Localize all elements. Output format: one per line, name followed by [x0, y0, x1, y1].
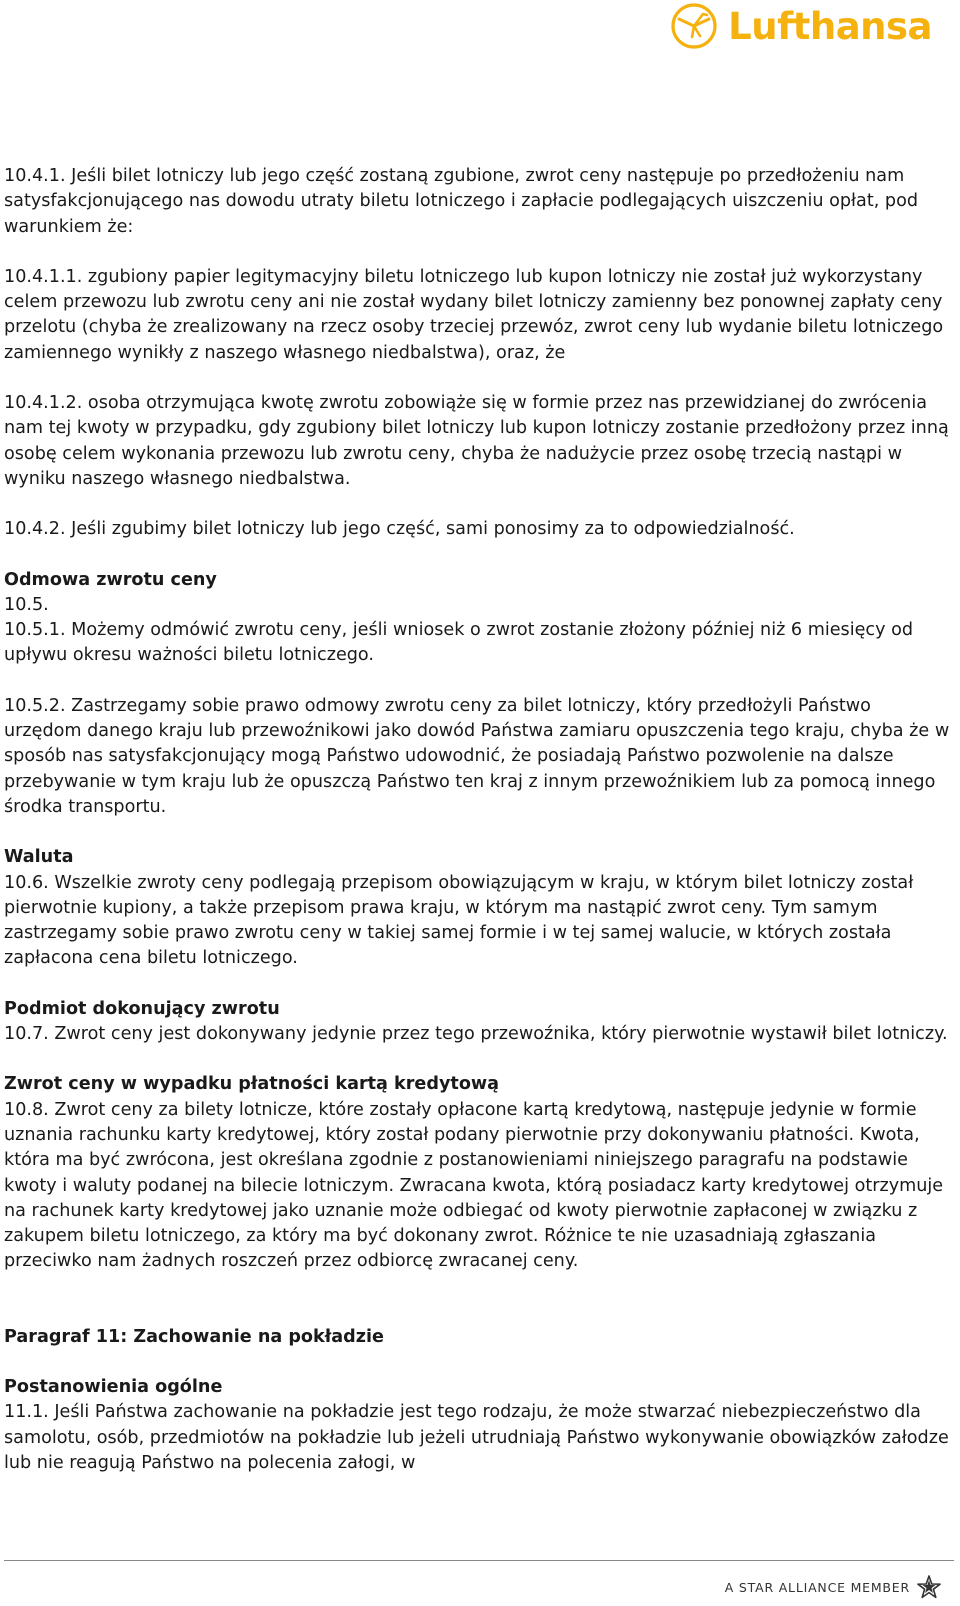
paragraph-10-5-2: 10.5.2. Zastrzegamy sobie prawo odmowy zwrotu ceny za bilet lotniczy, który przedłożyli Państwo urzędom danego kraju lub przewoźnikowi jako dowód Państwa zamiaru opuszczenia tego kraju, chyba że w sposób nas satysfakcjonujący mogą Państwo udowodnić, że posiadają Państwo pozwolenie na dalsze przebywanie w tym kraju lub że opuszczą Państwo ten kraj z innym przewoźnikiem lub za pomocą innego środka transportu. — [4, 695, 950, 817]
paragraph-10-4-1-2: 10.4.1.2. osoba otrzymująca kwotę zwrotu zobowiąże się w formie przez nas przewidzianej do zwrócenia nam tej kwoty w przypadku, gdy zgubiony bilet lotniczy lub kupon lotniczy zostanie przedłożony przez inną osobę celem wykonania przewozu lub zwrotu ceny, chyba że nadużycie przez osobę trzecią nastąpi w wyniku naszego własnego niedbalstwa. — [4, 393, 949, 489]
page-header — [0, 0, 960, 60]
paragraph-10-5: 10.5. — [4, 594, 49, 615]
star-alliance-icon — [916, 1574, 942, 1600]
paragraph-10-4-1: 10.4.1. Jeśli bilet lotniczy lub jego część zostaną zgubione, zwrot ceny następuje po przedłożeniu nam satysfakcjonującego nas dowodu utraty biletu lotniczego i zapłacie podlegających uiszczeniu opłat, pod warunkiem że: — [4, 166, 919, 237]
heading-waluta: Waluta — [4, 847, 74, 868]
paragraph-10-8: 10.8. Zwrot ceny za bilety lotnicze, które zostały opłacone kartą kredytową, następuje jedynie w formie uznania rachunku karty kredytowej, który został podany pierwotnie przy dokonywaniu płatności. Kwota, która ma być zwrócona, jest określana zgodnie z postanowieniami niniejszego paragrafu na podstawie kwoty i waluty podanej na bilecie lotniczym. Zwracana kwota, którą posiadacz karty kredytowej otrzymuje na rachunek karty kredytowej jako uznanie może odbiegać od kwoty pierwotnie zapłaconej w związku z zakupem biletu lotniczego, za który ma być dokonany zwrot. Różnice te nie uzasadniają zgłaszania przeciwko nam żadnych roszczeń przez odbiorcę zwracanej ceny. — [4, 1099, 944, 1272]
footer-divider — [4, 1560, 954, 1561]
paragraph-10-4-2: 10.4.2. Jeśli zgubimy bilet lotniczy lub jego część, sami ponosimy za to odpowiedzialność. — [4, 519, 795, 540]
heading-odmowa-zwrotu: Odmowa zwrotu ceny — [4, 569, 217, 590]
heading-postanowienia: Postanowienia ogólne — [4, 1376, 223, 1397]
lufthansa-logo — [670, 2, 932, 50]
document-body — [4, 164, 954, 1476]
page-footer — [725, 1574, 942, 1600]
paragraph-10-4-1-1: 10.4.1.1. zgubiony papier legitymacyjny biletu lotniczego lub kupon lotniczy nie został już wykorzystany celem przewozu lub zwrotu ceny ani nie został wydany bilet lotniczy zamienny bez ponownej zapłaty ceny przelotu (chyba że zrealizowany na rzecz osoby trzeciej przewóz, zwrot ceny lub wydanie biletu lotniczego zamiennego wynikły z naszego własnego niedbalstwa), oraz, że — [4, 266, 944, 363]
heading-podmiot: Podmiot dokonujący zwrotu — [4, 998, 280, 1019]
paragraph-11-1: 11.1. Jeśli Państwa zachowanie na pokładzie jest tego rodzaju, że może stwarzać niebezpieczeństwo dla samolotu, osób, przedmiotów na pokładzie lub jeżeli utrudniają Państwo wykonywanie obowiązków załodze lub nie reagują Państwo na polecenia załogi, w — [4, 1402, 949, 1473]
paragraph-10-6: 10.6. Wszelkie zwroty ceny podlegają przepisom obowiązującym w kraju, w którym bilet lotniczy został pierwotnie kupiony, a także przepisom prawa kraju, w którym ma nastąpić zwrot ceny. Tym samym zastrzegamy sobie prawo zwrotu ceny w takiej samej formie i w tej samej walucie, w których została zapłacona cena biletu lotniczego. — [4, 872, 914, 969]
paragraph-10-5-1: 10.5.1. Możemy odmówić zwrotu ceny, jeśli wniosek o zwrot zostanie złożony później niż 6 miesięcy od upływu okresu ważności biletu lotniczego. — [4, 620, 914, 666]
brand-name: Lufthansa — [728, 4, 932, 48]
paragraph-10-7: 10.7. Zwrot ceny jest dokonywany jedynie przez tego przewoźnika, który pierwotnie wystawił bilet lotniczy. — [4, 1024, 948, 1045]
crane-icon — [670, 2, 718, 50]
star-alliance-text: A STAR ALLIANCE MEMBER — [724, 1579, 910, 1595]
heading-paragraf-11: Paragraf 11: Zachowanie na pokładzie — [4, 1326, 384, 1347]
heading-karta-kredytowa: Zwrot ceny w wypadku płatności kartą kredytową — [4, 1074, 500, 1095]
